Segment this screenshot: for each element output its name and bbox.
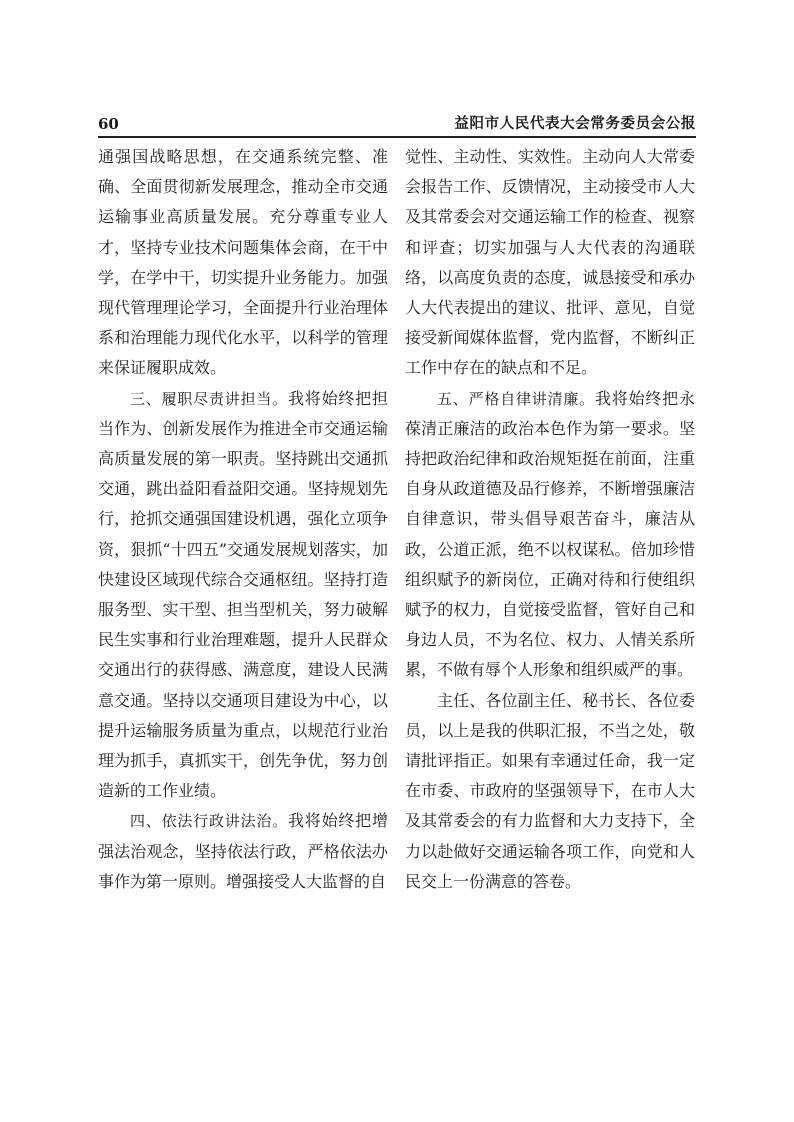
section-4-heading: 四、依法行政讲法治。 — [130, 812, 288, 831]
paragraph-closing: 主任、各位副主任、秘书长、各位委员，以上是我的供职汇报，不当之处，敬请批评指正。如果有幸通过任命，我一定在市委、市政府的坚强领导下，在市人大及其常委会的有力监督和大力支持下，全力以赴做好交通运输各项工作，向党和人民交上一份满意的答卷。 — [405, 690, 695, 891]
section-5-body: 我将始终把永葆清正廉洁的政治本色作为第一要求。坚持把政治纪律和政治规矩挺在前面，注重自身从政道德及品行修养，不断增强廉洁自律意识，带头倡导艰苦奋斗，廉洁从政，公道正派，绝不以权谋私。倍加珍惜组织赋予的新岗位，正确对待和行使组织赋予的权力，自觉接受监督，管好自己和身边人员，不为名位、权力、人情关系所累，不做有辱个人形象和组织威严的事。 — [405, 388, 695, 680]
section-5-heading: 五、严格自律讲清廉。 — [437, 389, 595, 408]
right-column — [405, 142, 695, 897]
section-3-heading: 三、履职尽责讲担当。 — [130, 389, 288, 408]
page-header — [98, 114, 696, 138]
left-column — [98, 142, 388, 897]
paragraph-continuation-right: 觉性、主动性、实效性。主动向人大常委会报告工作、反馈情况，主动接受市人大及其常委会对交通运输工作的检查、视察和评查；切实加强与人大代表的沟通联络，以高度负责的态度，诚恳接受和承办人大代表提出的建议、批评、意见，自觉接受新闻媒体监督，党内监督，不断纠正工作中存在的缺点和不足。 — [405, 147, 695, 378]
paragraph-section-4 — [98, 806, 388, 897]
section-4-body: 我将始终把增强法治观念，坚持依法行政，严格依法办事作为第一原则。增强接受人大监督的自 — [98, 811, 388, 891]
section-3-body: 我将始终把担当作为、创新发展作为推进全市交通运输高质量发展的第一职责。坚持跳出交通抓交通，跳出益阳看益阳交通。坚持规划先行，抢抓交通强国建设机遇，强化立项争资，狠抓“十四五”交通发展规划落实，加快建设区域现代综合交通枢纽。坚持打造服务型、实干型、担当型机关，努力破解民生实事和行业治理难题，提升人民群众交通出行的获得感、满意度，建设人民满意交通。坚持以交通项目建设为中心，以提升运输服务质量为重点，以规范行业治理为抓手，真抓实干，创先争优，努力创造新的工作业绩。 — [98, 388, 388, 801]
paragraph-section-5 — [405, 384, 695, 686]
journal-title: 益阳市人民代表大会常务委员会公报 — [454, 116, 696, 132]
paragraph-section-3 — [98, 384, 388, 807]
paragraph-continuation: 通强国战略思想，在交通系统完整、准确、全面贯彻新发展理念，推动全市交通运输事业高质量发展。充分尊重专业人才，坚持专业技术问题集体会商，在干中学，在学中干，切实提升业务能力。加强现代管理理论学习，全面提升行业治理体系和治理能力现代化水平，以科学的管理来保证履职成效。 — [98, 147, 388, 378]
page-number: 60 — [98, 115, 119, 133]
